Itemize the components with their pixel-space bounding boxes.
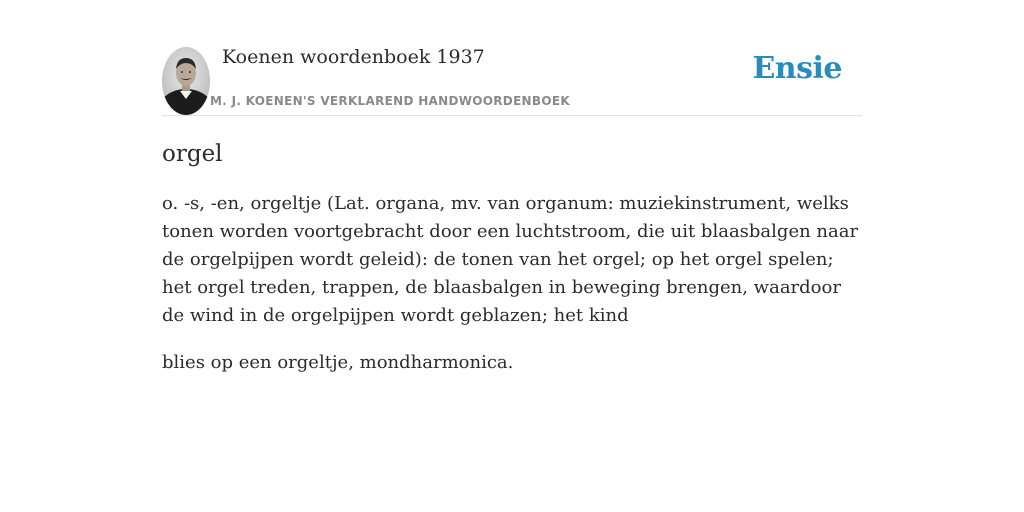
entry-definition-paragraph: o. -s, -en, orgeltje (Lat. organa, mv. van organum: muziekinstrument, welks tonen worden voortgebracht door een luchtstroom, die uit blaasbalgen naar de orgelpijpen wordt geleid): de tonen van het orgel; op het orgel spelen; het orgel treden, trappen, de blaasbalgen in beweging brengen, waardoor de wind in de orgelpijpen wordt geblazen; het kind [162, 193, 859, 326]
entry-headword: orgel [162, 141, 223, 167]
book-title: Koenen woordenboek 1937 [222, 46, 485, 68]
entry-definition-paragraph: blies op een orgeltje, mondharmonica. [162, 352, 514, 373]
book-subtitle: M. J. KOENEN'S VERKLAREND HANDWOORDENBOEK [210, 94, 570, 108]
author-portrait-icon [162, 47, 210, 115]
page [162, 0, 862, 377]
dictionary-header [162, 44, 862, 116]
ensie-logo-link[interactable]: Ensie [752, 51, 842, 86]
